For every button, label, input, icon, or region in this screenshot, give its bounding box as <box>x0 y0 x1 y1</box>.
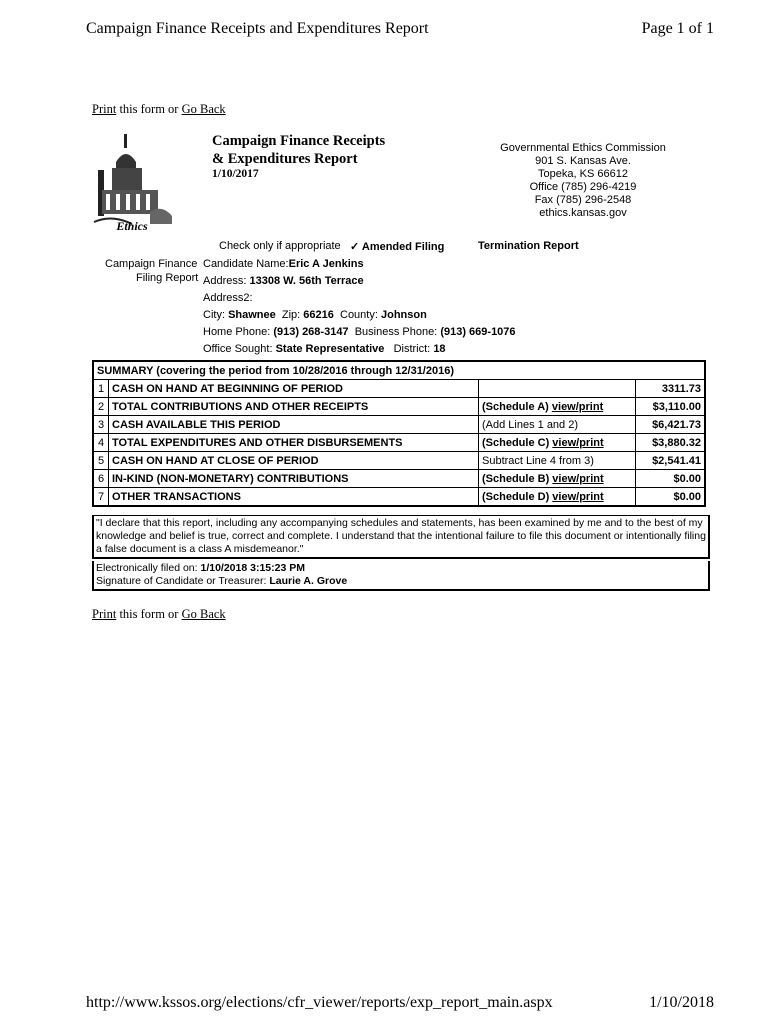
agency-office-phone: Office (785) 296-4219 <box>529 181 637 193</box>
address-label: Address: <box>203 275 247 287</box>
line-amount: $6,421.73 <box>636 416 706 434</box>
page-header <box>86 20 714 42</box>
candidate-city: Shawnee <box>228 309 276 321</box>
report-title-line2: & Expenditures Report <box>212 151 358 167</box>
line-number: 7 <box>93 488 109 507</box>
schedule-ref <box>479 434 636 452</box>
summary-heading-row <box>93 361 705 380</box>
efiled-label: Electronically filed on: <box>96 562 198 574</box>
view-print-link[interactable]: view/print <box>552 490 604 503</box>
agency-website: ethics.kansas.gov <box>539 207 627 219</box>
signature-row <box>96 575 706 588</box>
schedule-ref-text: (Schedule C) <box>482 436 553 449</box>
line-number: 6 <box>93 470 109 488</box>
candidate-address: 13308 W. 56th Terrace <box>249 275 364 287</box>
line-label: TOTAL EXPENDITURES AND OTHER DISBURSEMENTS <box>109 434 479 452</box>
city-label: City: <box>203 309 225 321</box>
print-mid-text: this form or <box>116 102 182 116</box>
summary-row <box>93 434 705 452</box>
line-label: CASH AVAILABLE THIS PERIOD <box>109 416 479 434</box>
schedule-ref-text: (Schedule B) <box>482 472 553 485</box>
summary-row <box>93 488 705 507</box>
zip-label: Zip: <box>281 309 301 321</box>
candidate-office-row <box>203 343 446 355</box>
view-print-link[interactable]: view/print <box>551 400 604 413</box>
report-title-line1: Campaign Finance Receipts <box>212 133 386 149</box>
termination-report: Termination Report <box>478 240 579 252</box>
agency-fax: Fax (785) 296-2548 <box>534 194 632 206</box>
summary-row <box>93 470 705 488</box>
report-date: 1/10/2017 <box>212 168 259 180</box>
schedule-ref-text: (Schedule D) <box>482 490 553 503</box>
seal-ethics-text: Ethics <box>116 219 148 232</box>
line-amount: $3,110.00 <box>636 398 706 416</box>
line-amount: $3,880.32 <box>636 434 706 452</box>
line-label: CASH ON HAND AT BEGINNING OF PERIOD <box>109 380 479 398</box>
business-phone-label: Business Phone: <box>354 326 438 338</box>
signature-label: Signature of Candidate or Treasurer: <box>96 575 267 587</box>
report-title <box>212 132 385 168</box>
footer-date: 1/10/2018 <box>649 994 714 1011</box>
schedule-ref <box>479 416 636 434</box>
agency-city: Topeka, KS 66612 <box>538 168 628 180</box>
summary-row <box>93 452 705 470</box>
amended-filing-label: Amended Filing <box>361 241 445 253</box>
schedule-ref-text: (Schedule A) <box>482 400 552 413</box>
print-back-line-top <box>92 102 226 117</box>
print-mid-text-bottom: this form or <box>116 607 182 621</box>
side-label-filing-report: Filing Report <box>136 272 199 284</box>
candidate-phone-row <box>203 326 516 338</box>
candidate-name: Eric A Jenkins <box>288 258 364 270</box>
candidate-city-row <box>203 309 427 321</box>
print-back-line-bottom <box>92 607 226 622</box>
amended-filing <box>350 240 444 253</box>
candidate-name-row <box>203 258 364 270</box>
schedule-ref <box>479 470 636 488</box>
office-sought: State Representative <box>275 343 385 355</box>
county-label: County: <box>340 309 378 321</box>
candidate-address2-row <box>203 292 253 304</box>
line-amount: $0.00 <box>636 488 706 507</box>
district-label: District: <box>393 343 431 355</box>
checkmark-icon: ✓ <box>350 241 360 253</box>
schedule-ref <box>479 380 636 398</box>
capitol-seal-icon <box>92 132 178 232</box>
candidate-county: Johnson <box>380 309 427 321</box>
efiled-row <box>96 562 706 575</box>
line-label: OTHER TRANSACTIONS <box>109 488 479 507</box>
summary-row <box>93 380 705 398</box>
print-link[interactable]: Print <box>92 102 117 116</box>
line-number: 5 <box>93 452 109 470</box>
line-label: TOTAL CONTRIBUTIONS AND OTHER RECEIPTS <box>109 398 479 416</box>
agency-street: 901 S. Kansas Ave. <box>535 155 631 167</box>
schedule-ref <box>479 452 636 470</box>
go-back-link-bottom[interactable]: Go Back <box>181 607 226 621</box>
schedule-ref-text: (Add Lines 1 and 2) <box>482 418 579 431</box>
line-number: 2 <box>93 398 109 416</box>
declaration: "I declare that this report, including any accompanying schedules and statements, has been examined by me and to the best of my knowledge and belief is true, correct and complete. I understand that the intentional failure to file this document or intentionally filing a false document is a class A misdemeanor." <box>92 515 710 559</box>
line-number: 3 <box>93 416 109 434</box>
business-phone: (913) 669-1076 <box>440 326 516 338</box>
summary-table <box>92 360 706 507</box>
side-label-campaign-finance: Campaign Finance <box>105 258 198 270</box>
home-phone: (913) 268-3147 <box>273 326 349 338</box>
efile-block <box>92 561 710 591</box>
agency-block <box>478 142 688 220</box>
line-amount: $0.00 <box>636 470 706 488</box>
efiled-date: 1/10/2018 3:15:23 PM <box>200 562 305 574</box>
check-label: Check only if appropriate <box>219 240 341 252</box>
office-sought-label: Office Sought: <box>203 343 273 355</box>
print-link-bottom[interactable]: Print <box>92 607 117 621</box>
line-amount: $2,541.41 <box>636 452 706 470</box>
footer-url: http://www.kssos.org/elections/cfr_viewer/reports/exp_report_main.aspx <box>86 994 553 1011</box>
schedule-ref <box>479 398 636 416</box>
line-number: 4 <box>93 434 109 452</box>
line-amount: 3311.73 <box>636 380 706 398</box>
candidate-address-row <box>203 275 364 287</box>
schedule-ref <box>479 488 636 507</box>
home-phone-label: Home Phone: <box>203 326 271 338</box>
signature: Laurie A. Grove <box>269 575 348 587</box>
district: 18 <box>433 343 446 355</box>
kansas-ethics-seal <box>92 132 178 232</box>
page-header-title: Campaign Finance Receipts and Expenditures Report <box>86 20 429 37</box>
line-label: CASH ON HAND AT CLOSE OF PERIOD <box>109 452 479 470</box>
go-back-link[interactable]: Go Back <box>181 102 226 116</box>
candidate-name-label: Candidate Name: <box>203 258 289 270</box>
summary-heading: SUMMARY (covering the period from 10/28/2016 through 12/31/2016) <box>93 361 705 380</box>
line-number: 1 <box>93 380 109 398</box>
page-number: Page 1 of 1 <box>641 20 714 37</box>
candidate-zip: 66216 <box>303 309 334 321</box>
summary-row <box>93 398 705 416</box>
view-print-link[interactable]: view/print <box>552 472 604 485</box>
address2-label: Address2: <box>203 292 253 304</box>
summary-row <box>93 416 705 434</box>
line-label: IN-KIND (NON-MONETARY) CONTRIBUTIONS <box>109 470 479 488</box>
view-print-link[interactable]: view/print <box>552 436 604 449</box>
agency-name: Governmental Ethics Commission <box>500 142 666 154</box>
schedule-ref-text: Subtract Line 4 from 3) <box>482 454 594 467</box>
